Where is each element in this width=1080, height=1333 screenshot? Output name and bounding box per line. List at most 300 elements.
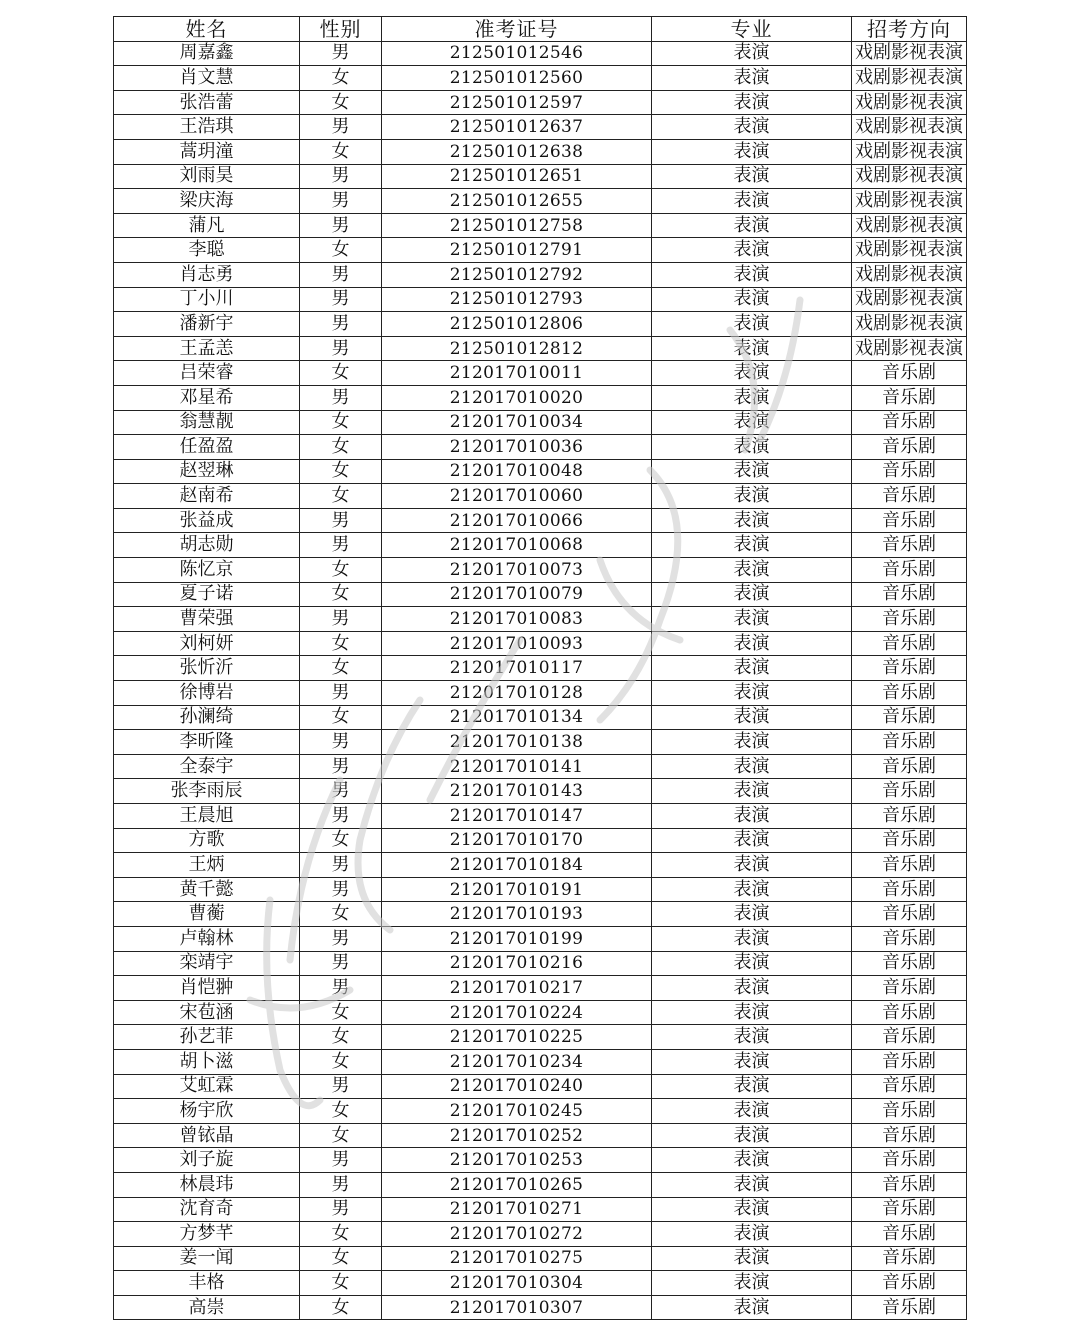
cell-name: 丰格 [114,1271,300,1296]
table-row [114,730,967,755]
cell-name: 姜一闻 [114,1246,300,1271]
table-row [114,459,967,484]
cell-major: 表演 [652,656,852,681]
table-row [114,1197,967,1222]
cell-sex: 男 [300,804,382,829]
cell-sex: 男 [300,926,382,951]
cell-exam-id: 212501012812 [382,336,652,361]
cell-name: 王孟恙 [114,336,300,361]
cell-name: 宋苞涵 [114,1000,300,1025]
cell-major: 表演 [652,976,852,1001]
cell-exam-id: 212017010011 [382,361,652,386]
cell-exam-id: 212017010265 [382,1172,652,1197]
cell-sex: 女 [300,902,382,927]
cell-major: 表演 [652,804,852,829]
cell-direction: 音乐剧 [852,582,967,607]
cell-major: 表演 [652,582,852,607]
cell-sex: 男 [300,41,382,66]
table-row [114,164,967,189]
cell-name: 吕荣睿 [114,361,300,386]
cell-major: 表演 [652,1271,852,1296]
table-row [114,90,967,115]
cell-exam-id: 212017010020 [382,385,652,410]
cell-direction: 戏剧影视表演 [852,312,967,337]
cell-sex: 男 [300,336,382,361]
cell-direction: 戏剧影视表演 [852,262,967,287]
cell-name: 徐博岩 [114,681,300,706]
cell-sex: 女 [300,705,382,730]
cell-exam-id: 212017010240 [382,1074,652,1099]
cell-name: 高崇 [114,1295,300,1320]
cell-major: 表演 [652,730,852,755]
cell-name: 周嘉鑫 [114,41,300,66]
cell-major: 表演 [652,631,852,656]
table-row [114,1099,967,1124]
cell-exam-id: 212501012758 [382,213,652,238]
cell-exam-id: 212501012651 [382,164,652,189]
cell-name: 邓星希 [114,385,300,410]
cell-name: 赵南希 [114,484,300,509]
cell-name: 曾铱晶 [114,1123,300,1148]
cell-direction: 音乐剧 [852,1295,967,1320]
table-row [114,189,967,214]
cell-sex: 女 [300,90,382,115]
cell-direction: 音乐剧 [852,853,967,878]
table-row [114,508,967,533]
cell-major: 表演 [652,779,852,804]
cell-direction: 音乐剧 [852,926,967,951]
table-row [114,1000,967,1025]
cell-direction: 音乐剧 [852,1172,967,1197]
table-row [114,582,967,607]
table-row [114,926,967,951]
cell-name: 沈育奇 [114,1197,300,1222]
cell-direction: 音乐剧 [852,1197,967,1222]
cell-sex: 男 [300,287,382,312]
cell-direction: 音乐剧 [852,1074,967,1099]
cell-direction: 音乐剧 [852,558,967,583]
cell-major: 表演 [652,1246,852,1271]
table-row [114,1025,967,1050]
cell-exam-id: 212017010271 [382,1197,652,1222]
cell-name: 肖志勇 [114,262,300,287]
cell-direction: 音乐剧 [852,435,967,460]
cell-name: 陈忆京 [114,558,300,583]
cell-major: 表演 [652,853,852,878]
cell-direction: 戏剧影视表演 [852,213,967,238]
cell-major: 表演 [652,1025,852,1050]
cell-exam-id: 212501012597 [382,90,652,115]
cell-name: 李聪 [114,238,300,263]
table-row [114,656,967,681]
cell-name: 黄千懿 [114,877,300,902]
cell-sex: 女 [300,558,382,583]
cell-name: 赵翌琳 [114,459,300,484]
table-row [114,607,967,632]
cell-sex: 女 [300,1246,382,1271]
cell-direction: 音乐剧 [852,459,967,484]
cell-sex: 男 [300,1074,382,1099]
cell-major: 表演 [652,828,852,853]
cell-direction: 戏剧影视表演 [852,66,967,91]
cell-direction: 音乐剧 [852,877,967,902]
header-direction: 招考方向 [852,17,967,42]
cell-sex: 男 [300,730,382,755]
cell-major: 表演 [652,66,852,91]
cell-sex: 女 [300,435,382,460]
cell-major: 表演 [652,164,852,189]
cell-direction: 音乐剧 [852,385,967,410]
cell-name: 张益成 [114,508,300,533]
cell-exam-id: 212017010093 [382,631,652,656]
table-row [114,287,967,312]
cell-major: 表演 [652,1222,852,1247]
cell-direction: 音乐剧 [852,754,967,779]
cell-sex: 男 [300,164,382,189]
table-row [114,385,967,410]
cell-exam-id: 212017010193 [382,902,652,927]
cell-major: 表演 [652,385,852,410]
cell-exam-id: 212017010184 [382,853,652,878]
cell-name: 曹蘅 [114,902,300,927]
cell-major: 表演 [652,361,852,386]
table-row [114,1148,967,1173]
cell-direction: 音乐剧 [852,607,967,632]
cell-sex: 女 [300,1049,382,1074]
cell-major: 表演 [652,262,852,287]
cell-direction: 音乐剧 [852,681,967,706]
cell-sex: 女 [300,238,382,263]
cell-direction: 音乐剧 [852,730,967,755]
cell-exam-id: 212017010079 [382,582,652,607]
cell-exam-id: 212017010117 [382,656,652,681]
cell-name: 李昕隆 [114,730,300,755]
table-row [114,336,967,361]
cell-major: 表演 [652,238,852,263]
cell-major: 表演 [652,41,852,66]
cell-direction: 音乐剧 [852,1222,967,1247]
cell-direction: 音乐剧 [852,1246,967,1271]
cell-direction: 戏剧影视表演 [852,139,967,164]
cell-name: 蒲凡 [114,213,300,238]
cell-sex: 女 [300,484,382,509]
cell-name: 杨宇欣 [114,1099,300,1124]
table-row [114,804,967,829]
cell-exam-id: 212017010143 [382,779,652,804]
cell-direction: 音乐剧 [852,361,967,386]
cell-name: 栾靖宇 [114,951,300,976]
cell-direction: 戏剧影视表演 [852,41,967,66]
table-row [114,410,967,435]
cell-major: 表演 [652,115,852,140]
table-row [114,705,967,730]
table-row [114,435,967,460]
table-row [114,754,967,779]
cell-name: 胡志勋 [114,533,300,558]
cell-exam-id: 212017010034 [382,410,652,435]
cell-name: 胡卜滋 [114,1049,300,1074]
cell-name: 翁慧靓 [114,410,300,435]
admission-table [113,16,967,1320]
cell-exam-id: 212501012791 [382,238,652,263]
cell-name: 全泰宇 [114,754,300,779]
cell-exam-id: 212501012546 [382,41,652,66]
cell-direction: 音乐剧 [852,804,967,829]
cell-major: 表演 [652,1295,852,1320]
table-row [114,213,967,238]
cell-name: 方歌 [114,828,300,853]
cell-sex: 女 [300,631,382,656]
cell-major: 表演 [652,1197,852,1222]
cell-name: 刘雨昊 [114,164,300,189]
cell-direction: 音乐剧 [852,951,967,976]
table-row [114,1246,967,1271]
cell-major: 表演 [652,1172,852,1197]
cell-exam-id: 212017010138 [382,730,652,755]
table-row [114,1123,967,1148]
cell-direction: 音乐剧 [852,533,967,558]
cell-name: 任盈盈 [114,435,300,460]
cell-direction: 音乐剧 [852,508,967,533]
cell-major: 表演 [652,902,852,927]
cell-major: 表演 [652,90,852,115]
cell-exam-id: 212501012806 [382,312,652,337]
cell-exam-id: 212017010048 [382,459,652,484]
cell-sex: 女 [300,66,382,91]
cell-sex: 男 [300,853,382,878]
cell-exam-id: 212501012655 [382,189,652,214]
cell-exam-id: 212017010066 [382,508,652,533]
cell-name: 方梦芊 [114,1222,300,1247]
cell-direction: 戏剧影视表演 [852,164,967,189]
cell-exam-id: 212501012792 [382,262,652,287]
cell-sex: 男 [300,976,382,1001]
cell-exam-id: 212017010036 [382,435,652,460]
cell-name: 张忻沂 [114,656,300,681]
cell-direction: 音乐剧 [852,976,967,1001]
cell-direction: 戏剧影视表演 [852,115,967,140]
cell-sex: 男 [300,189,382,214]
cell-exam-id: 212017010225 [382,1025,652,1050]
cell-sex: 女 [300,656,382,681]
cell-name: 肖文慧 [114,66,300,91]
table-row [114,312,967,337]
cell-exam-id: 212017010073 [382,558,652,583]
cell-exam-id: 212017010304 [382,1271,652,1296]
cell-direction: 音乐剧 [852,705,967,730]
cell-exam-id: 212501012793 [382,287,652,312]
table-row [114,139,967,164]
cell-sex: 女 [300,1000,382,1025]
table-row [114,779,967,804]
cell-sex: 男 [300,508,382,533]
table-row [114,902,967,927]
cell-exam-id: 212017010141 [382,754,652,779]
cell-exam-id: 212501012637 [382,115,652,140]
cell-name: 夏子诺 [114,582,300,607]
cell-direction: 音乐剧 [852,1148,967,1173]
cell-exam-id: 212501012560 [382,66,652,91]
cell-name: 梁庆海 [114,189,300,214]
cell-exam-id: 212017010134 [382,705,652,730]
cell-sex: 女 [300,1295,382,1320]
cell-exam-id: 212017010191 [382,877,652,902]
cell-major: 表演 [652,877,852,902]
cell-exam-id: 212017010245 [382,1099,652,1124]
table-row [114,853,967,878]
cell-exam-id: 212017010147 [382,804,652,829]
table-row [114,558,967,583]
cell-direction: 音乐剧 [852,631,967,656]
table-row [114,1295,967,1320]
cell-major: 表演 [652,705,852,730]
cell-name: 孙澜绮 [114,705,300,730]
cell-sex: 男 [300,951,382,976]
cell-major: 表演 [652,1074,852,1099]
cell-exam-id: 212017010199 [382,926,652,951]
cell-sex: 男 [300,262,382,287]
cell-name: 潘新宇 [114,312,300,337]
table-row [114,238,967,263]
table-row [114,681,967,706]
cell-sex: 男 [300,754,382,779]
cell-sex: 女 [300,582,382,607]
cell-direction: 音乐剧 [852,1099,967,1124]
cell-sex: 男 [300,213,382,238]
table-row [114,1172,967,1197]
cell-direction: 音乐剧 [852,902,967,927]
cell-name: 张浩蕾 [114,90,300,115]
cell-sex: 男 [300,1148,382,1173]
cell-exam-id: 212017010217 [382,976,652,1001]
table-row [114,976,967,1001]
cell-exam-id: 212017010253 [382,1148,652,1173]
table-row [114,66,967,91]
cell-sex: 男 [300,1197,382,1222]
cell-exam-id: 212017010083 [382,607,652,632]
cell-sex: 男 [300,681,382,706]
cell-exam-id: 212017010252 [382,1123,652,1148]
cell-major: 表演 [652,189,852,214]
cell-exam-id: 212501012638 [382,139,652,164]
cell-name: 艾虹霖 [114,1074,300,1099]
cell-sex: 女 [300,1271,382,1296]
cell-major: 表演 [652,435,852,460]
cell-sex: 女 [300,410,382,435]
cell-major: 表演 [652,410,852,435]
cell-exam-id: 212017010307 [382,1295,652,1320]
cell-major: 表演 [652,139,852,164]
cell-major: 表演 [652,484,852,509]
cell-sex: 男 [300,312,382,337]
cell-direction: 戏剧影视表演 [852,287,967,312]
cell-exam-id: 212017010272 [382,1222,652,1247]
cell-direction: 音乐剧 [852,1123,967,1148]
cell-major: 表演 [652,1123,852,1148]
cell-major: 表演 [652,1148,852,1173]
cell-direction: 音乐剧 [852,656,967,681]
cell-major: 表演 [652,287,852,312]
table-row [114,631,967,656]
header-sex: 性别 [300,17,382,42]
cell-exam-id: 212017010216 [382,951,652,976]
cell-sex: 女 [300,1123,382,1148]
cell-major: 表演 [652,459,852,484]
cell-direction: 音乐剧 [852,1000,967,1025]
cell-direction: 戏剧影视表演 [852,336,967,361]
cell-name: 王浩琪 [114,115,300,140]
table-row [114,951,967,976]
cell-name: 张李雨辰 [114,779,300,804]
cell-exam-id: 212017010068 [382,533,652,558]
cell-exam-id: 212017010224 [382,1000,652,1025]
cell-major: 表演 [652,754,852,779]
cell-exam-id: 212017010170 [382,828,652,853]
cell-sex: 男 [300,779,382,804]
cell-direction: 音乐剧 [852,1049,967,1074]
cell-name: 卢翰林 [114,926,300,951]
cell-name: 王晨旭 [114,804,300,829]
table-row [114,828,967,853]
cell-major: 表演 [652,926,852,951]
cell-sex: 男 [300,115,382,140]
cell-major: 表演 [652,558,852,583]
table-row [114,361,967,386]
table-body [114,41,967,1320]
cell-name: 刘子旋 [114,1148,300,1173]
table-row [114,1074,967,1099]
cell-direction: 音乐剧 [852,1025,967,1050]
cell-direction: 音乐剧 [852,828,967,853]
cell-sex: 女 [300,139,382,164]
table-row [114,41,967,66]
table-row [114,1049,967,1074]
table-row [114,1222,967,1247]
header-major: 专业 [652,17,852,42]
cell-sex: 男 [300,607,382,632]
cell-sex: 男 [300,1172,382,1197]
table-row [114,533,967,558]
cell-name: 曹荣强 [114,607,300,632]
table-row [114,877,967,902]
cell-exam-id: 212017010275 [382,1246,652,1271]
cell-sex: 女 [300,1025,382,1050]
cell-major: 表演 [652,336,852,361]
header-name: 姓名 [114,17,300,42]
cell-sex: 女 [300,361,382,386]
cell-direction: 音乐剧 [852,779,967,804]
cell-sex: 女 [300,828,382,853]
cell-sex: 女 [300,1099,382,1124]
header-row [114,17,967,42]
cell-exam-id: 212017010060 [382,484,652,509]
cell-sex: 男 [300,385,382,410]
cell-name: 王炳 [114,853,300,878]
cell-name: 孙艺菲 [114,1025,300,1050]
cell-sex: 男 [300,533,382,558]
cell-name: 肖恺翀 [114,976,300,1001]
table-row [114,484,967,509]
table-row [114,115,967,140]
cell-major: 表演 [652,1000,852,1025]
cell-name: 刘柯妍 [114,631,300,656]
cell-sex: 女 [300,1222,382,1247]
cell-exam-id: 212017010234 [382,1049,652,1074]
table-row [114,1271,967,1296]
cell-direction: 戏剧影视表演 [852,189,967,214]
cell-direction: 音乐剧 [852,410,967,435]
table-row [114,262,967,287]
